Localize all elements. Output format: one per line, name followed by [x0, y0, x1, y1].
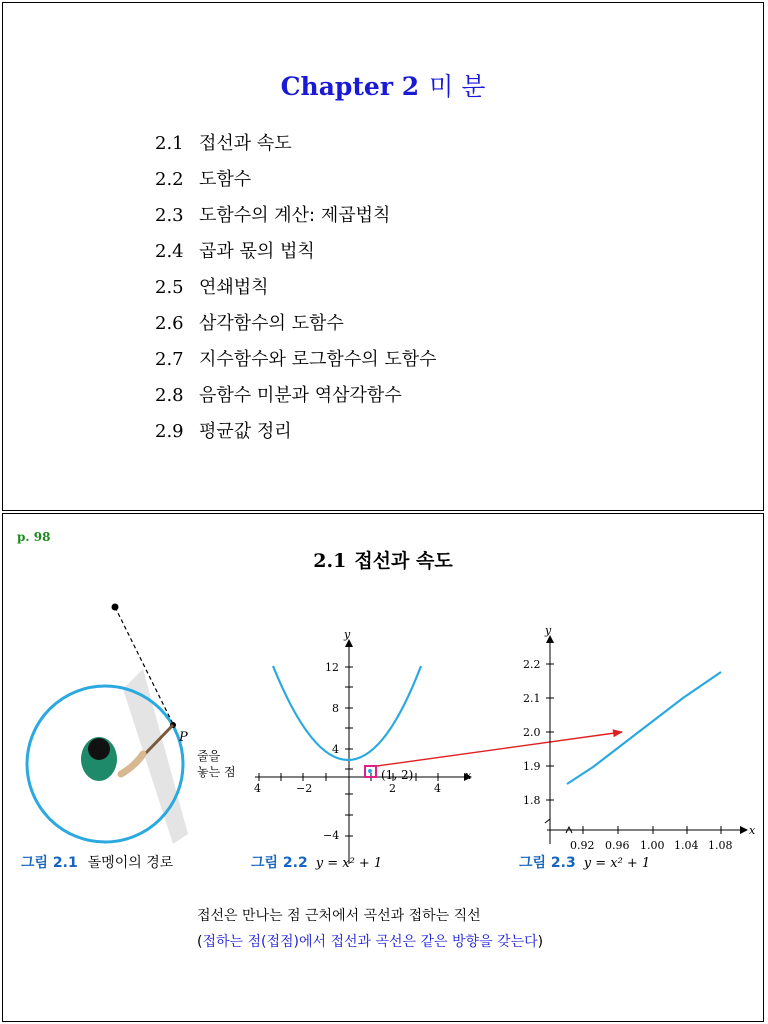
toc-item-number: 2.5: [155, 277, 184, 298]
y-tick-label: 1.8: [523, 794, 541, 807]
figure-stone-path: [27, 604, 236, 845]
caption-figure-2-2: [251, 852, 382, 872]
caption-equation: y = x² + 1: [583, 856, 651, 871]
x-tick-label: 4: [254, 782, 261, 795]
x-tick-label: 1.04: [674, 839, 699, 852]
x-tick-label: 1.00: [640, 839, 665, 852]
caption-equation: y = x² + 1: [315, 856, 383, 871]
table-of-contents: [155, 129, 437, 453]
annotation-line-2: 놓는 점: [197, 765, 236, 779]
section-number: 2.1: [313, 550, 347, 572]
toc-item-number: 2.2: [155, 169, 184, 190]
toc-item-title: 지수함수와 로그함수의 도함수: [199, 349, 437, 370]
y-tick-label: 4: [332, 743, 339, 756]
toc-item-title: 곱과 몫의 법칙: [199, 241, 315, 262]
section-title: [3, 546, 763, 573]
y-tick-label: 2.2: [523, 658, 541, 671]
toc-item-title: 연쇄법칙: [199, 277, 269, 298]
toc-item: [155, 237, 437, 273]
zoomed-curve: [567, 672, 721, 784]
toc-item-number: 2.8: [155, 385, 184, 406]
toc-item: [155, 309, 437, 345]
toc-item-title: 삼각함수의 도함수: [199, 313, 344, 334]
x-tick-label: −2: [296, 782, 313, 795]
y-tick-label: −4: [323, 829, 340, 842]
y-tick-label: 2.1: [523, 692, 541, 705]
paren-close: ): [537, 934, 544, 950]
caption-figure-2-3: [519, 852, 650, 872]
tangent-explanation: [197, 931, 543, 951]
slide-section-2-1: [2, 513, 764, 1022]
page-reference: p. 98: [17, 530, 51, 544]
y-axis-label: y: [344, 628, 351, 641]
point-1-2-label: (1, 2): [381, 768, 414, 782]
x-tick-label: 4: [434, 782, 441, 795]
person-arm: [121, 754, 143, 774]
toc-item-title: 도함수의 계산: 제곱법칙: [199, 205, 391, 226]
toc-item: [155, 273, 437, 309]
caption-label: 그림 2.1: [21, 855, 78, 871]
toc-item: [155, 381, 437, 417]
y-tick-label: 8: [332, 702, 339, 715]
section-title-text: 접선과 속도: [354, 550, 453, 572]
y-tick-label: 12: [325, 661, 339, 674]
x-axis-label: x: [749, 824, 756, 837]
parabola-curve: [273, 666, 421, 760]
toc-item-number: 2.6: [155, 313, 184, 334]
toc-item-title: 평균값 정리: [199, 421, 292, 442]
y-tick-label: 2.0: [523, 726, 541, 739]
shadow-shape: [123, 669, 188, 844]
y-axis-label: y: [545, 624, 552, 637]
caption-text: 돌멩이의 경로: [87, 855, 174, 871]
y-tick-label: 1.9: [523, 760, 541, 773]
annotation-line-1: 줄을: [197, 749, 221, 763]
caption-label: 그림 2.3: [519, 855, 576, 871]
tangent-point-dot: [368, 769, 372, 773]
zoom-arrow: [377, 732, 622, 766]
chapter-title-prefix: Chapter 2: [280, 72, 420, 101]
x-tick-label: 0.92: [570, 839, 595, 852]
figure-zoomed: [523, 624, 756, 852]
toc-item-title: 접선과 속도: [199, 133, 292, 154]
toc-item-number: 2.3: [155, 205, 184, 226]
toc-item-title: 음함수 미분과 역삼각함수: [199, 385, 402, 406]
tangent-definition: 접선은 만나는 점 근처에서 곡선과 접하는 직선: [197, 908, 481, 924]
caption-label: 그림 2.2: [251, 855, 308, 871]
toc-item: [155, 345, 437, 381]
toc-item: [155, 201, 437, 237]
toc-item: [155, 417, 437, 453]
toc-item-number: 2.9: [155, 421, 184, 442]
stone-dot: [112, 604, 119, 611]
toc-item-number: 2.4: [155, 241, 184, 262]
caption-figure-2-1: [21, 852, 173, 872]
x-tick-label: 2: [389, 782, 396, 795]
figure-parabola: [254, 628, 622, 864]
x-axis-label: x: [465, 769, 472, 782]
person-head: [88, 738, 110, 760]
slide-chapter-contents: [2, 2, 764, 511]
chapter-title-korean: 미 분: [429, 72, 486, 101]
paren-open: (: [197, 934, 203, 950]
point-p-label: P: [179, 730, 188, 745]
chapter-title: [3, 67, 763, 103]
x-tick-label: 1.08: [708, 839, 733, 852]
toc-item-number: 2.1: [155, 133, 184, 154]
toc-item: [155, 129, 437, 165]
axis-break-mark: [545, 819, 550, 823]
x-tick-label: 0.96: [605, 839, 630, 852]
tangent-explanation-text: 접하는 점(접점)에서 접선과 곡선은 같은 방향을 갖는다: [202, 934, 538, 950]
toc-item: [155, 165, 437, 201]
figures-area: [3, 594, 763, 924]
toc-item-number: 2.7: [155, 349, 184, 370]
toc-item-title: 도함수: [199, 169, 252, 190]
